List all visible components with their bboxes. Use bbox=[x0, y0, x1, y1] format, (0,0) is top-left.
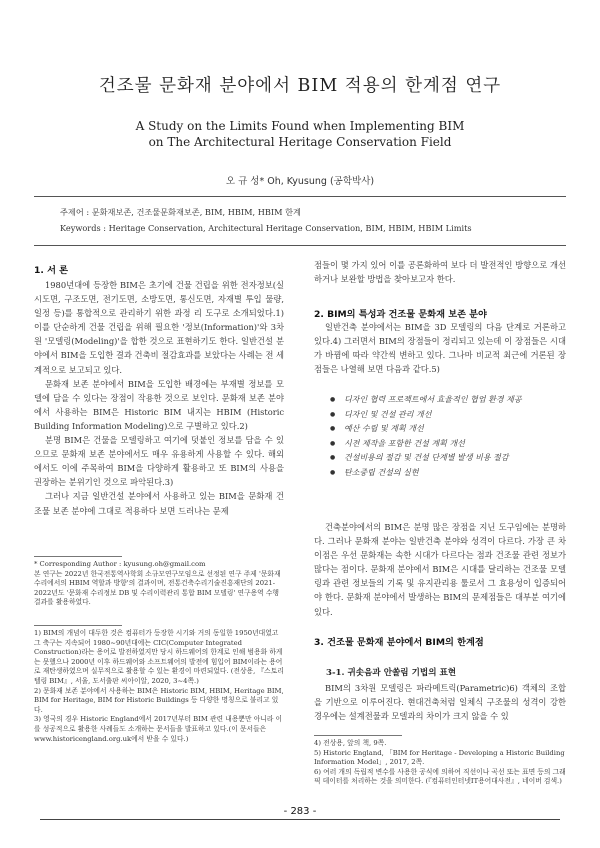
continued-paragraph: 점들이 몇 가지 있어 이를 공론화하여 보다 더 발전적인 방향으로 개선하거나 보완할 방법을 찾아보고자 한다. bbox=[314, 260, 566, 285]
footnote-2: 2) 문화재 보존 분야에서 사용하는 BIM은 Historic BIM, HBIM, Heritage BIM, BIM for Heritage, BIM for Historic Buildings 등 다양한 명칭으로 불리고 있다. bbox=[34, 686, 284, 714]
left-footnotes bbox=[34, 629, 284, 744]
title-korean: 건조물 문화재 분야에서 BIM 적용의 한계점 연구 bbox=[98, 76, 502, 96]
page-number: - 283 - bbox=[283, 806, 317, 817]
title-english-line2: on The Architectural Heritage Conservation Field bbox=[148, 135, 452, 149]
section-2-paragraph-2: 건축분야에서의 BIM은 분명 많은 장점을 지닌 도구임에는 분명하다. 그러나 문화재 분야는 일반건축 분야와 성격이 다르다. 가장 큰 차이점은 우선 문화재는 속한 시대가 다르다는 점과 건조물 관련 정보가 많다는 점이다. 문화재 분야에서 BIM은 시대를 달리하는 건조물 모델링과 관련 정보들의 기록 및 유지관리용 툴로서 그 효용성이 입증되어야 한다. 문화재 분야에서 발생하는 BIM의 문제점들은 대부분 여기에 있다. bbox=[314, 522, 566, 617]
keywords-box bbox=[34, 196, 566, 246]
section-2-body-2 bbox=[314, 520, 566, 619]
left-body bbox=[34, 278, 284, 518]
right-footnotes bbox=[314, 739, 566, 787]
keywords-english: Keywords : Heritage Conservation, Architectural Heritage Conservation, BIM, HBIM, HBIM Limits bbox=[60, 223, 472, 233]
intro-paragraph-4: 그러나 지금 일반건설 분야에서 사용하고 있는 BIM을 문화재 건조물 보존 분야에 그대로 적용하다 보면 드러나는 문제 bbox=[34, 491, 284, 516]
footnote-3: 3) 영국의 경우 Historic England에서 2017년부터 BIM 관련 내용뿐만 아니라 이를 성공적으로 활용한 사례들도 소개하는 문서들을 발표하고 있다.(이 문서들은 www.historicengland.org.uk에서 받을 수 있다.) bbox=[34, 715, 283, 743]
corresponding-author-block bbox=[34, 560, 284, 608]
section-3-body bbox=[314, 681, 566, 723]
section-2-body bbox=[314, 320, 566, 376]
section-3-heading: 3. 건조물 문화재 분야에서 BIM의 한계점 bbox=[314, 637, 484, 648]
bullet-item: ● 디자인 협력 프로젝트에서 효율적인 협업 환경 제공 bbox=[330, 393, 566, 408]
bullet-item: ● 예산 수립 및 계획 개선 bbox=[330, 422, 566, 437]
footnote-rule-left-2 bbox=[34, 625, 122, 626]
funding-note: 본 연구는 2022년 한국전통역사학회 소규모연구모임으로 선정된 연구 주제 '문화재수리에서의 HBIM 역할과 방향'의 결과이며, 전통건축수리기술진흥재단의 2021-2022년도 '문화재 수리정보 DB 및 수리이력관리 통합 BIM 모델링' 연구용역 수행 결과를 활용하였다. bbox=[34, 569, 281, 607]
title-english-line1: A Study on the Limits Found when Implementing BIM bbox=[135, 119, 465, 133]
bullet-item: ● 시전 제작을 포함한 건설 계획 개선 bbox=[330, 437, 566, 452]
section-1-heading: 1. 서 론 bbox=[34, 265, 69, 276]
footnote-6: 6) 여러 개의 독립적 변수를 사용한 공식에 의하여 직선이나 곡선 또는 표면 등의 그래픽 데이터를 처리하는 것을 의미한다. (『컴퓨터인터넷IT용어대사전』, 네이버 검색.) bbox=[314, 767, 566, 786]
intro-paragraph-2: 문화재 보존 분야에서 BIM을 도입한 배경에는 부재별 정보를 모델에 담을 수 있다는 장점이 작용한 것으로 보인다. 문화재 보존 분야에서 사용하는 BIM은 Historic BIM 내지는 HBIM (Historic Building Information Modeling)으로 구별하고 있다.2) bbox=[34, 378, 284, 431]
bim-advantages-list bbox=[330, 393, 566, 481]
footnote-rule-right bbox=[314, 735, 402, 736]
section-3-paragraph: BIM의 3차원 모델링은 파라메트릭(Parametric)6) 객체의 조합을 기반으로 이루어진다. 현대건축처럼 일체식 구조물의 성격이 강한 경우에는 설계전물과 모델과의 차이가 크지 않을 수 있 bbox=[314, 683, 566, 722]
footnote-1: 1) BIM의 개념이 대두한 것은 컴퓨터가 등장한 시기와 거의 동일한 1950년대였고 그 축구는 지속되어 1980~90년대에는 CIC(Computer Integrated Construction)라는 용어로 발전하였지만 당시 하드웨어의 한계로 인해 범용화 하게는 못했으나 2000년 이후 하드웨어와 소프트웨어의 발전에 힘입어 BIM이라는 용어로 재탄생하였으며 실무적으로 활용할 수 있는 환경이 마련되었다. (전상용, 『스토리텔링 BIM』, 서울, 도서출판 씨아이알, 2020, 3~4쪽.) bbox=[34, 629, 284, 685]
bullet-item: ● 디자인 및 건설 관리 개선 bbox=[330, 408, 566, 423]
page-bottom-rule bbox=[40, 819, 560, 820]
intro-paragraph-1: 1980년대에 등장한 BIM은 초기에 건물 건립을 위한 전자정보(실시도면, 구조도면, 전기도면, 소방도면, 통신도면, 자재별 투입 물량, 일정 등)를 통합적으로 관리하기 위한 과정 리 도구로 소개되었다.1) 이를 단순하게 건물 건립을 위해 필요한 '정보(Information)'와 3차원 '모델링(Modeling)'을 합한 것으로 표현하기도 한다. 일반건설 분야에서 BIM을 도입한 결과 건축비 절감효과를 보았다는 사례는 전 세계적으로 보고되고 있다. bbox=[34, 280, 284, 375]
intro-paragraph-3: 분명 BIM은 건물을 모델링하고 여기에 덧붙인 정보를 담을 수 있으므로 문화재 보존 분야에서도 매우 유용하게 사용할 수 있다. 해외에서도 이에 주목하여 BIM을 다양하게 활용하고 또 BIM의 사용을 권장하는 분위기인 것으로 파악된다.3) bbox=[34, 435, 284, 488]
footnote-rule-left bbox=[34, 556, 122, 557]
section-2-heading: 2. BIM의 특성과 건조물 문화재 보존 분야 bbox=[314, 309, 487, 320]
section-2-paragraph: 일반건축 분야에서는 BIM을 3D 모델링의 다음 단계로 거론하고 있다.4) 그러면서 BIM의 장점들이 정리되고 있는데 이 장점들은 시대가 바뀜에 따라 약간씩 변하고 있다. 그나마 비교적 최근에 거론된 장점들은 나열해 보면 다음과 같다.5) bbox=[314, 322, 566, 375]
bullet-item: ● 건설비용의 절감 및 건설 단계별 발생 비용 절감 bbox=[330, 451, 566, 466]
author: 오 규 성* Oh, Kyusung (공학박사) bbox=[225, 176, 375, 187]
right-intro bbox=[314, 258, 566, 286]
footnote-5: 5) Historic England, 「BIM for Heritage - Developing a Historic Building Information Model」, 2017, 2쪽. bbox=[314, 748, 565, 767]
keywords-korean: 주제어 : 문화재보존, 건조물문화재보존, BIM, HBIM, HBIM 한계 bbox=[60, 207, 301, 217]
corresponding-author: * Corresponding Author : kyusung.oh@gmail.com bbox=[34, 560, 206, 568]
bullet-item: ● 탄소중립 건설의 실현 bbox=[330, 466, 566, 481]
footnote-4: 4) 전상용, 앞의 책, 9쪽. bbox=[314, 739, 387, 747]
section-3-1-heading: 3-1. 귀솟음과 안쏠림 기법의 표현 bbox=[326, 668, 457, 678]
title-english bbox=[0, 118, 600, 150]
